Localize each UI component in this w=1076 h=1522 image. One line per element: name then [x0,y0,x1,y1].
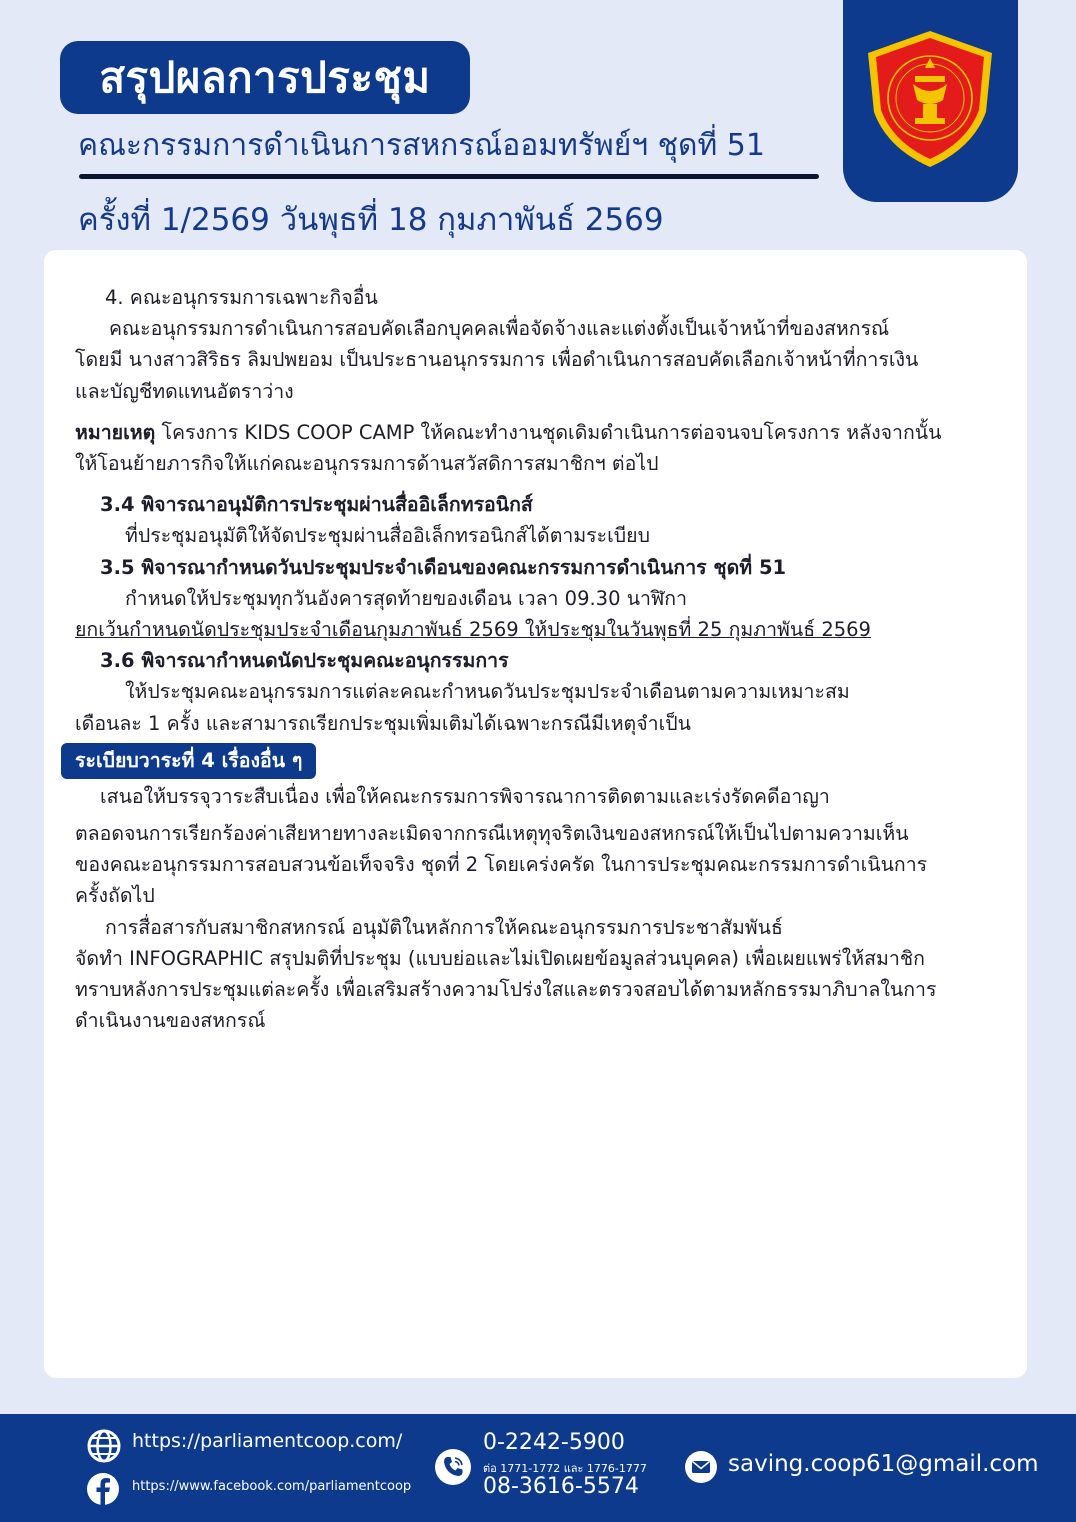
section-3-6-body: เดือนละ 1 ครั้ง และสามารถเรียกประชุมเพิ่มเติมได้เฉพาะกรณีมีเหตุจำเป็น [75,711,691,735]
shield-seal-logo [863,28,997,170]
committee-subtitle: คณะกรรมการดำเนินการสหกรณ์ออมทรัพย์ฯ ชุดที่ 51 [78,128,765,163]
website-link[interactable]: https://parliamentcoop.com/ [132,1430,403,1452]
section-3-5-heading: 3.5 พิจารณากำหนดวันประชุมประจำเดือนของคณะกรรมการดำเนินการ ชุดที่ 51 [100,555,787,579]
globe-icon [86,1428,122,1464]
agenda-4-line: ครั้งถัดไป [75,884,155,908]
agenda-4-line: ดำเนินงานของสหกรณ์ [75,1009,266,1033]
item4-line: โดยมี นางสาวสิริธร ลิมปพยอม เป็นประธานอนุกรรมการ เพื่อดำเนินการสอบคัดเลือกเจ้าหน้าที่การเงิน [75,348,919,372]
content-body [75,282,1035,1036]
phone-main[interactable]: 0-2242-5900 [483,1430,625,1455]
section-3-4-heading: 3.4 พิจารณาอนุมัติการประชุมผ่านสื่ออิเล็กทรอนิกส์ [100,493,533,517]
mail-icon [684,1450,718,1484]
item4-heading: 4. คณะอนุกรรมการเฉพาะกิจอื่น [105,286,378,309]
agenda-4-line: การสื่อสารกับสมาชิกสหกรณ์ อนุมัติในหลักการให้คณะอนุกรรมการประชาสัมพันธ์ [105,915,783,939]
section-3-5-body: กำหนดให้ประชุมทุกวันอังคารสุดท้ายของเดือน เวลา 09.30 นาฬิกา [125,586,688,610]
item4-line: คณะอนุกรรมการดำเนินการสอบคัดเลือกบุคคลเพื่อจัดจ้างและแต่งตั้งเป็นเจ้าหน้าที่ของสหกรณ์ [109,317,890,341]
agenda-4-line: ตลอดจนการเรียกร้องค่าเสียหายทางละเมิดจากกรณีเหตุทุจริตเงินของสหกรณ์ให้เป็นไปตามความเห็น [75,822,909,846]
logo-tab [843,0,1018,202]
phone-extension: ต่อ 1771-1772 และ 1776-1777 [483,1462,647,1475]
section-3-4-body: ที่ประชุมอนุมัติให้จัดประชุมผ่านสื่ออิเล็กทรอนิกส์ได้ตามระเบียบ [125,524,650,548]
header-divider [79,174,819,179]
note-label: หมายเหตุ [75,420,156,444]
email-link[interactable]: saving.coop61@gmail.com [728,1451,1039,1477]
phone-mobile[interactable]: 08-3616-5574 [483,1474,639,1499]
section-3-5-exception: ยกเว้นกำหนดนัดประชุมประจำเดือนกุมภาพันธ์ 2569 ให้ประชุมในวันพุธที่ 25 กุมภาพันธ์ 2569 [75,618,871,642]
facebook-icon [86,1472,120,1506]
item4-line: และบัญชีทดแทนอัตราว่าง [75,379,294,403]
agenda-4-line: ทราบหลังการประชุมแต่ละครั้ง เพื่อเสริมสร้างความโปร่งใสและตรวจสอบได้ตามหลักธรรมาภิบาลในการ [75,978,937,1002]
agenda-4-badge: ระเบียบวาระที่ 4 เรื่องอื่น ๆ [61,743,316,779]
section-3-6-heading: 3.6 พิจารณากำหนดนัดประชุมคณะอนุกรรมการ [100,649,509,673]
meeting-date: ครั้งที่ 1/2569 วันพุธที่ 18 กุมภาพันธ์ 2569 [78,202,664,238]
facebook-link[interactable]: https://www.facebook.com/parliamentcoop [132,1479,412,1494]
note-line: ให้โอนย้ายภารกิจให้แก่คณะอนุกรรมการด้านสวัสดิการสมาชิกฯ ต่อไป [75,452,659,476]
page-title: สรุปผลการประชุม [60,41,470,114]
agenda-4-line: ของคณะอนุกรรมการสอบสวนข้อเท็จจริง ชุดที่ 2 โดยเคร่งครัด ในการประชุมคณะกรรมการดำเนินการ [75,853,928,877]
agenda-4-line: จัดทำ INFOGRAPHIC สรุปมติที่ประชุม (แบบย่อและไม่เปิดเผยข้อมูลส่วนบุคคล) เพื่อเผยแพร่ให้สมาชิก [75,946,925,970]
section-3-6-body: ให้ประชุมคณะอนุกรรมการแต่ละคณะกำหนดวันประชุมประจำเดือนตามความเหมาะสม [125,680,850,704]
note-text: โครงการ KIDS COOP CAMP ให้คณะทำงานชุดเดิมดำเนินการต่อจนจบโครงการ หลังจากนั้น [155,420,942,444]
note-paragraph [75,417,1035,448]
agenda-4-line: เสนอให้บรรจุวาระสืบเนื่อง เพื่อให้คณะกรรมการพิจารณาการติดตามและเร่งรัดคดีอาญา [100,784,830,808]
phone-icon [434,1448,472,1486]
footer [0,1414,1076,1522]
